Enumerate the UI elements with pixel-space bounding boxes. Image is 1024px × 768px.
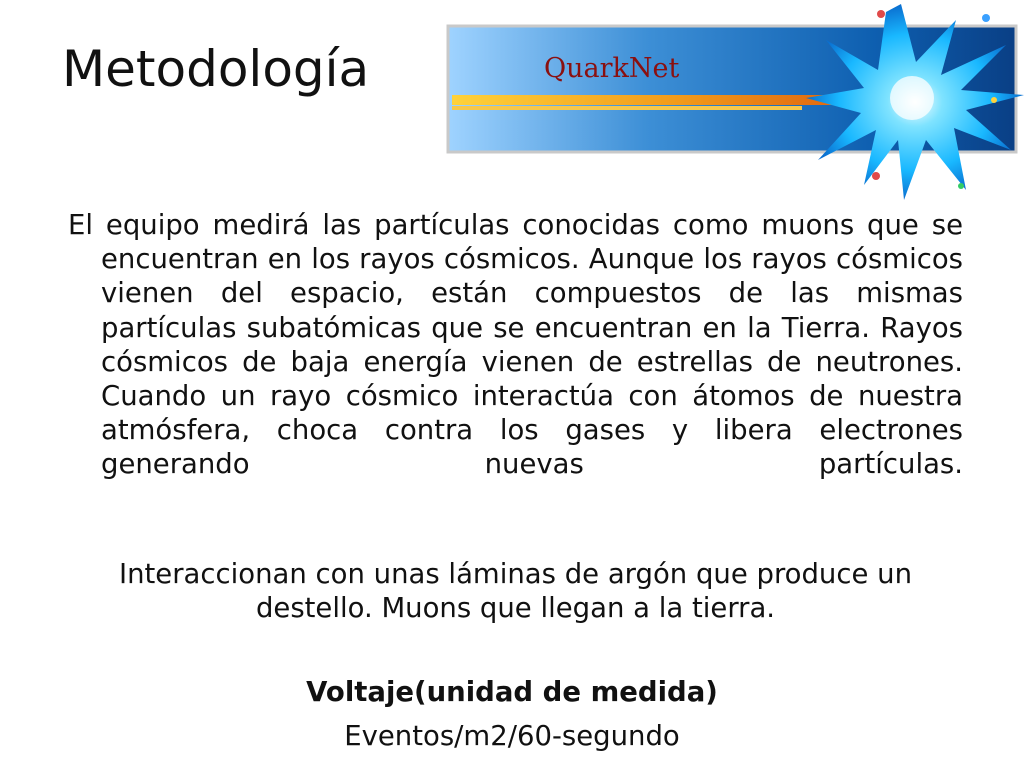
quarknet-banner-image: [446, 0, 1024, 205]
body-paragraph: El equipo medirá las partículas conocidas como muons que se encuentran en los rayos cósmicos. Aunque los rayos cósmicos vienen del espacio, están compuestos de las mismas partículas subatómicas que se encuentran en la Tierra. Rayos cósmicos de baja energía vienen de estrellas de neutrones. Cuando un rayo cósmico interactúa con átomos de nuestra atmósfera, choca contra los gases y libera electrones generando nuevas partículas.: [68, 209, 963, 481]
slide-title: Metodología: [62, 40, 370, 98]
voltage-heading: Voltaje(unidad de medida): [306, 676, 718, 708]
quarknet-logo-text: QuarkNet: [544, 53, 680, 84]
unit-line: Eventos/m2/60-segundo: [344, 720, 680, 752]
argon-paragraph: Interaccionan con unas láminas de argón que produce un destello. Muons que llegan a la tierra.: [118, 558, 912, 625]
banner-stripe: [452, 95, 832, 105]
